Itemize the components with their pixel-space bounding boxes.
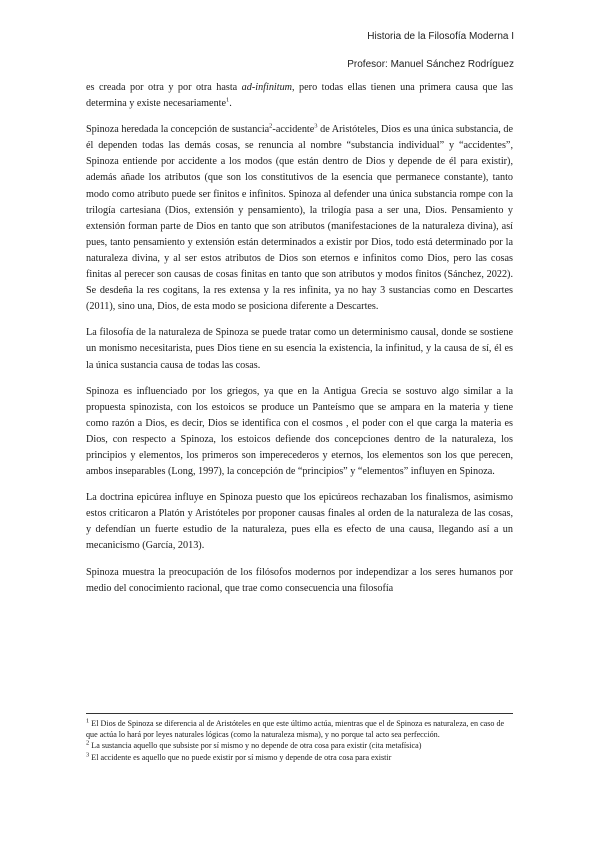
body-text — [86, 80, 513, 607]
text-run: -accidente — [272, 124, 315, 136]
text-run: . — [229, 98, 232, 110]
professor-name: Profesor: Manuel Sánchez Rodríguez — [347, 59, 514, 70]
text-run: , pero todas ellas tienen una primera causa que las determina y existe necesariamente — [86, 82, 513, 110]
footnote-2 — [86, 740, 513, 751]
footnote-text: El Dios de Spinoza se diferencia al de Aristóteles en que este último actúa, mientras que el de Spinoza es naturaleza, en caso de que actúa lo hará por leyes naturales lógicas (como la naturaleza misma), y no porque tal acto sea perfección. — [86, 719, 505, 740]
footnotes — [86, 713, 513, 763]
footnote-number: 3 — [86, 750, 90, 758]
text-run: es creada por otra y por otra hasta — [86, 82, 242, 93]
footnote-number: 2 — [86, 739, 90, 747]
footnote-text: El accidente es aquello que no puede existir por sí mismo y depende de otra cosa para existir — [89, 752, 392, 762]
text-run: de Aristóteles, Dios es una única substancia, de él dependen todas las demás cosas, se renuncia al nombre “substancia individual” y “accidentes”, Spinoza entiende por accidente a los modos (que están dentro de Dios y depende de él para existir), además añade los atributos (que son los constitutivos de la esencia que permanece constante), tanto modo como atributo puede ser finitos e infinitos. Spinoza al defender una única substancia rompe con la trilogía cartesiana (Dios, extensión y pensamiento), la trilogía pasa a ser una, Dios. Pensamiento y extensión forman parte de Dios en tanto que son atributos (manifestaciones de la naturaleza divina), así pues, tanto pensamiento y extensión están determinados a existir por Dios, todo está determinado por la naturaleza divina, y al ser estos atributos de Dios son eternos e infinitos como Dios, pero las cosas finitas al perecer son causas de cosas finitas en tanto que son atributos y modos finitos (Sánchez, 2022). Se desdeña la res cogitans, la res extensa y la res infinita, ya no hay 3 sustancias como en Descartes (2011), sino una, Dios, de esta modo se posiciona diferente a Descartes. — [86, 124, 513, 313]
italic-term: ad-infinitum — [241, 82, 293, 93]
footnote-ref-1[interactable]: 1 — [226, 96, 230, 104]
paragraph-modern: Spinoza muestra la preocupación de los filósofos modernos por independizar a los seres humanos por medio del conocimiento racional, que trae como consecuencia una filosofía — [86, 566, 513, 594]
paragraph-epicureans: La doctrina epicúrea influye en Spinoza puesto que los epicúreos rechazaban los finalismos, asimismo estos criticaron a Platón y Aristóteles por proponer causas finales al orden de la naturaleza de las cosas, y defendían un fuerte estudio de la naturaleza, pues ella es efecto de una causa, llegando así a un mecanicismo (García, 2013). — [86, 492, 513, 552]
page-header — [347, 30, 514, 86]
footnote-ref-2[interactable]: 2 — [269, 122, 273, 130]
paragraph-greeks: Spinoza es influenciado por los griegos, ya que en la Antigua Grecia se sostuvo algo similar a la propuesta spinozista, con los estoicos se produce un Panteísmo que se ampara en la materia y tiene como razón a Dios, es decir, Dios se identifica con el cosmos , el poder con el que carga la materia es Dios, con respecto a Spinoza, los estoicos defiende dos concepciones dentro de la naturaleza, los principios y elementos, los primeros son imperecederos y eternos, los elementos son los que perecen, ambos inseparables (Long, 1997), la concepción de “principios” y “elementos” influyen en Spinoza. — [86, 385, 513, 478]
footnote-number: 1 — [86, 717, 90, 725]
footnote-ref-3[interactable]: 3 — [314, 122, 318, 130]
paragraph-continuation — [86, 80, 513, 112]
paragraph-determinism: La filosofía de la naturaleza de Spinoza se puede tratar como un determinismo causal, donde se sostiene un monismo necesitarista, pues Dios tiene en su esencia la existencia, la infinitud, y la causa de sí, él es la única sustancia causa de todas las cosas. — [86, 327, 513, 371]
footnote-text: La sustancia aquello que subsiste por sí mismo y no depende de otra cosa para existir (cita metafísica) — [89, 741, 422, 751]
footnote-3 — [86, 752, 513, 763]
paragraph-substance — [86, 122, 513, 315]
course-title: Historia de la Filosofía Moderna I — [367, 31, 514, 42]
text-run: Spinoza heredada la concepción de sustancia — [86, 124, 270, 136]
footnote-1 — [86, 718, 513, 740]
